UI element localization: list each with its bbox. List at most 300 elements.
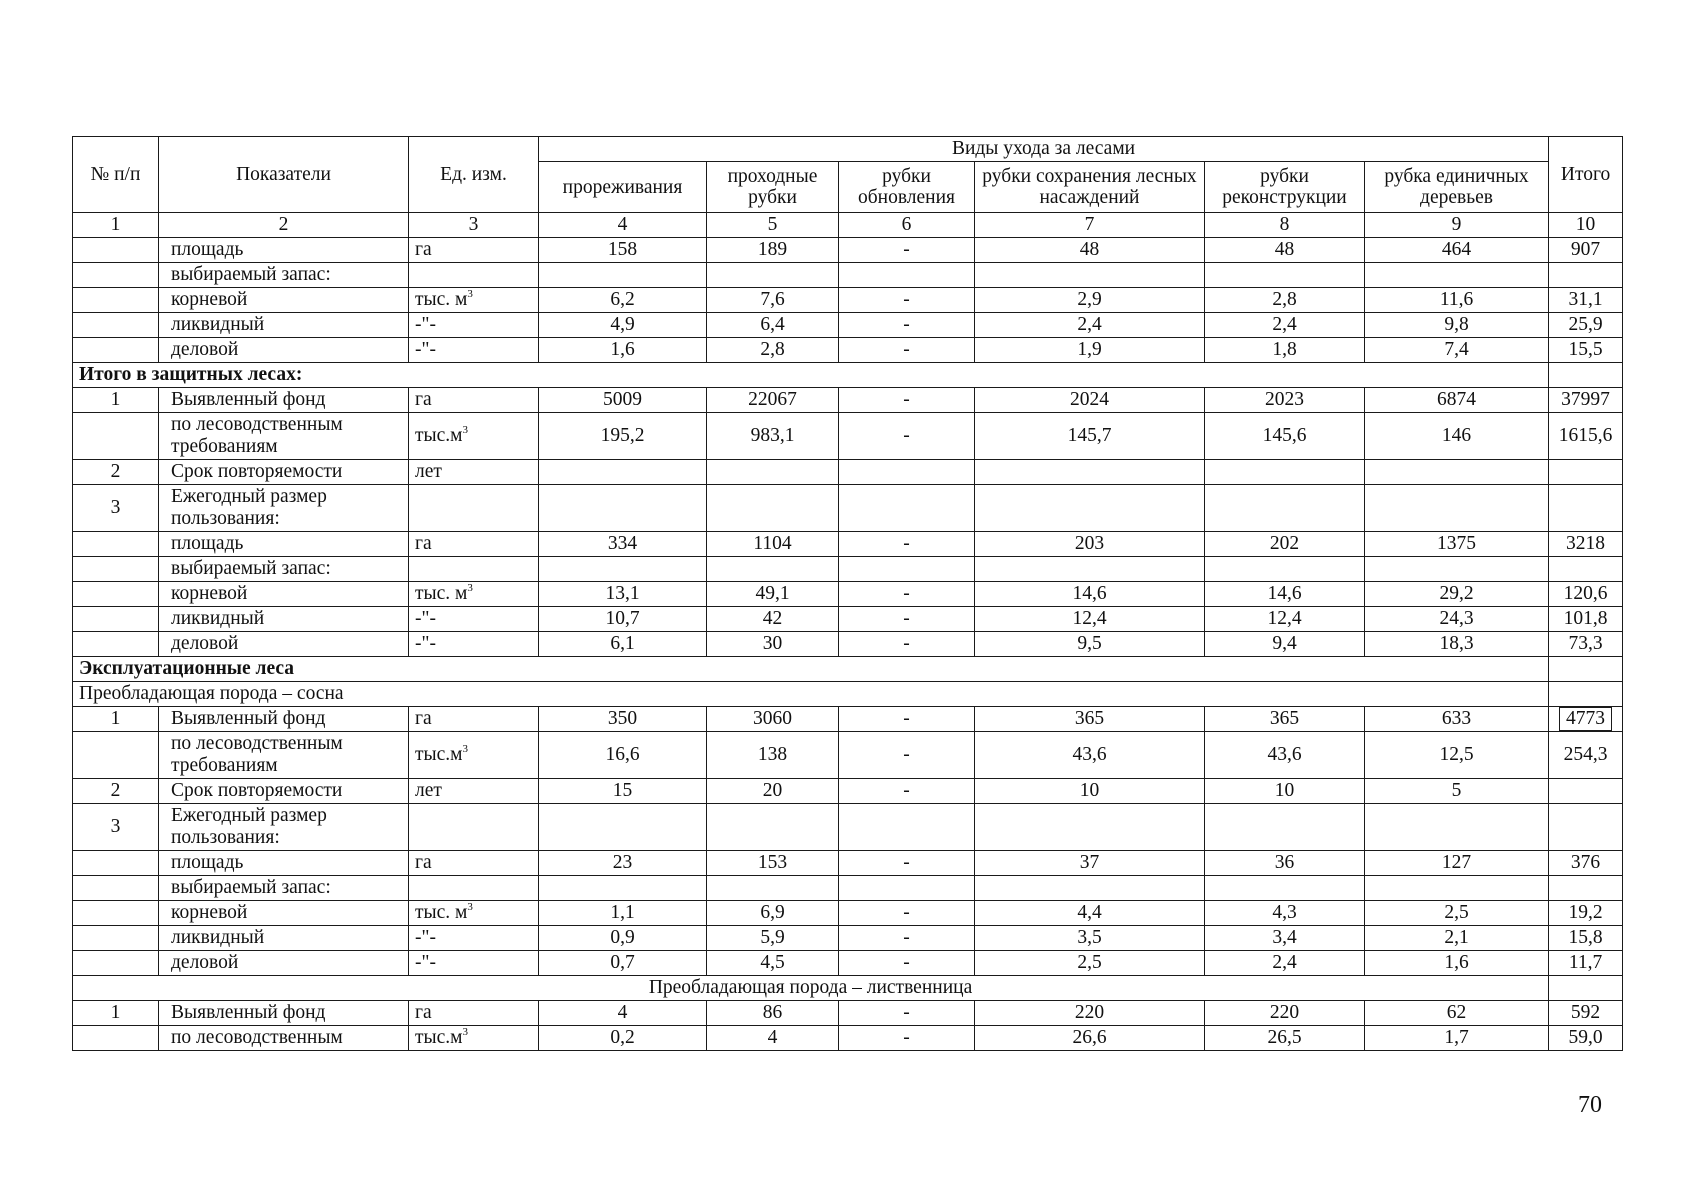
table-row bbox=[73, 388, 1623, 413]
table-row bbox=[73, 926, 1623, 951]
value-cell: 26,5 bbox=[1205, 1026, 1365, 1051]
total-cell bbox=[1549, 363, 1623, 388]
total-value: 15,5 bbox=[1549, 338, 1623, 363]
table-row bbox=[73, 338, 1623, 363]
total-value: 254,3 bbox=[1549, 732, 1623, 779]
value-cell bbox=[1365, 485, 1549, 532]
value-cell: 7,4 bbox=[1365, 338, 1549, 363]
column-number: 10 bbox=[1549, 213, 1623, 238]
row-number bbox=[73, 1026, 159, 1051]
total-value: 1615,6 bbox=[1549, 413, 1623, 460]
unit-text: га bbox=[415, 852, 432, 873]
unit-text: тыс. м bbox=[415, 902, 468, 923]
value-cell bbox=[1365, 557, 1549, 582]
table-row bbox=[73, 732, 1623, 779]
value-cell: 48 bbox=[1205, 238, 1365, 263]
value-cell: - bbox=[839, 1026, 975, 1051]
value-cell: 2,1 bbox=[1365, 926, 1549, 951]
value-cell bbox=[707, 460, 839, 485]
table-row bbox=[73, 632, 1623, 657]
unit-cell bbox=[409, 1026, 539, 1051]
unit-cell bbox=[409, 901, 539, 926]
value-cell bbox=[839, 263, 975, 288]
value-cell: 12,4 bbox=[975, 607, 1205, 632]
indicator-label: по лесоводственным bbox=[159, 1026, 409, 1051]
unit-text: лет bbox=[415, 461, 442, 482]
value-cell: 48 bbox=[975, 238, 1205, 263]
value-cell: 350 bbox=[539, 707, 707, 732]
row-number: 2 bbox=[73, 779, 159, 804]
value-cell: 2,4 bbox=[975, 313, 1205, 338]
value-cell bbox=[707, 485, 839, 532]
value-cell: 1,6 bbox=[1365, 951, 1549, 976]
total-value: 37997 bbox=[1549, 388, 1623, 413]
value-cell: - bbox=[839, 851, 975, 876]
row-number bbox=[73, 557, 159, 582]
unit-text: тыс. м bbox=[415, 289, 468, 310]
unit-text: -"- bbox=[415, 608, 436, 629]
column-number: 5 bbox=[707, 213, 839, 238]
value-cell: 4 bbox=[539, 1001, 707, 1026]
table-row bbox=[73, 1001, 1623, 1026]
total-value: 25,9 bbox=[1549, 313, 1623, 338]
indicator-label: Срок повторяемости bbox=[159, 779, 409, 804]
value-cell: 9,5 bbox=[975, 632, 1205, 657]
row-number bbox=[73, 632, 159, 657]
table-row bbox=[73, 288, 1623, 313]
section-heading: Эксплуатационные леса bbox=[73, 657, 1549, 682]
indicator-label: Выявленный фонд bbox=[159, 707, 409, 732]
value-cell: 4,3 bbox=[1205, 901, 1365, 926]
unit-cell bbox=[409, 313, 539, 338]
value-cell: 1,7 bbox=[1365, 1026, 1549, 1051]
total-value: 3218 bbox=[1549, 532, 1623, 557]
row-number: 1 bbox=[73, 1001, 159, 1026]
unit-cell bbox=[409, 804, 539, 851]
value-cell: 36 bbox=[1205, 851, 1365, 876]
unit-cell bbox=[409, 532, 539, 557]
indicator-label: деловой bbox=[159, 632, 409, 657]
unit-text: га bbox=[415, 239, 432, 260]
indicator-label: площадь bbox=[159, 851, 409, 876]
indicator-label: Выявленный фонд bbox=[159, 388, 409, 413]
value-cell bbox=[975, 804, 1205, 851]
value-cell: 11,6 bbox=[1365, 288, 1549, 313]
indicator-label: площадь bbox=[159, 238, 409, 263]
unit-cell bbox=[409, 607, 539, 632]
unit-text: тыс.м bbox=[415, 744, 463, 765]
subsection-heading: Преобладающая порода – лиственница bbox=[73, 976, 1549, 1001]
value-cell: 633 bbox=[1365, 707, 1549, 732]
value-cell bbox=[839, 460, 975, 485]
total-value bbox=[1549, 485, 1623, 532]
value-cell: - bbox=[839, 951, 975, 976]
indicator-label: ликвидный bbox=[159, 926, 409, 951]
unit-superscript: 3 bbox=[462, 743, 468, 755]
value-cell: 195,2 bbox=[539, 413, 707, 460]
unit-cell bbox=[409, 779, 539, 804]
table-row bbox=[73, 901, 1623, 926]
unit-text: тыс. м bbox=[415, 583, 468, 604]
indicator-label: площадь bbox=[159, 532, 409, 557]
unit-cell bbox=[409, 1001, 539, 1026]
unit-text: га bbox=[415, 389, 432, 410]
value-cell: - bbox=[839, 582, 975, 607]
unit-cell bbox=[409, 732, 539, 779]
row-number bbox=[73, 926, 159, 951]
total-value: 376 bbox=[1549, 851, 1623, 876]
table-row bbox=[73, 607, 1623, 632]
total-cell bbox=[1549, 976, 1623, 1001]
table-row bbox=[73, 1026, 1623, 1051]
row-number: 3 bbox=[73, 485, 159, 532]
value-cell: 2,5 bbox=[975, 951, 1205, 976]
unit-cell bbox=[409, 238, 539, 263]
header-unit: Ед. изм. bbox=[409, 137, 539, 213]
value-cell bbox=[1205, 557, 1365, 582]
value-cell: 4,5 bbox=[707, 951, 839, 976]
value-cell bbox=[1205, 485, 1365, 532]
value-cell: - bbox=[839, 338, 975, 363]
value-cell: 203 bbox=[975, 532, 1205, 557]
value-cell: 14,6 bbox=[1205, 582, 1365, 607]
row-number bbox=[73, 876, 159, 901]
value-cell: 12,5 bbox=[1365, 732, 1549, 779]
header-num: № п/п bbox=[73, 137, 159, 213]
unit-cell bbox=[409, 951, 539, 976]
boxed-total-value: 4773 bbox=[1559, 707, 1612, 731]
value-cell bbox=[1365, 263, 1549, 288]
value-cell: 3,5 bbox=[975, 926, 1205, 951]
table-row bbox=[73, 682, 1623, 707]
value-cell: 2,5 bbox=[1365, 901, 1549, 926]
indicator-label: Ежегодный размер пользования: bbox=[159, 485, 409, 532]
page-number: 70 bbox=[1578, 1092, 1602, 1118]
value-cell: 20 bbox=[707, 779, 839, 804]
unit-cell bbox=[409, 288, 539, 313]
value-cell: 4,4 bbox=[975, 901, 1205, 926]
total-value bbox=[1549, 460, 1623, 485]
value-cell: 3,4 bbox=[1205, 926, 1365, 951]
value-cell: 5009 bbox=[539, 388, 707, 413]
value-cell bbox=[975, 263, 1205, 288]
total-value bbox=[1549, 804, 1623, 851]
total-value bbox=[1549, 557, 1623, 582]
table-row bbox=[73, 657, 1623, 682]
unit-text: -"- bbox=[415, 633, 436, 654]
value-cell: 2,9 bbox=[975, 288, 1205, 313]
value-cell bbox=[839, 557, 975, 582]
value-cell: 49,1 bbox=[707, 582, 839, 607]
value-cell bbox=[975, 557, 1205, 582]
value-cell: 220 bbox=[1205, 1001, 1365, 1026]
value-cell: - bbox=[839, 238, 975, 263]
value-cell bbox=[975, 485, 1205, 532]
value-cell: 983,1 bbox=[707, 413, 839, 460]
unit-cell bbox=[409, 851, 539, 876]
unit-text: -"- bbox=[415, 339, 436, 360]
row-number bbox=[73, 732, 159, 779]
value-cell: 9,8 bbox=[1365, 313, 1549, 338]
column-number-row bbox=[73, 213, 1623, 238]
value-cell bbox=[975, 460, 1205, 485]
value-cell: 37 bbox=[975, 851, 1205, 876]
subsection-heading: Преобладающая порода – сосна bbox=[73, 682, 1549, 707]
value-cell: 189 bbox=[707, 238, 839, 263]
row-number bbox=[73, 532, 159, 557]
total-value bbox=[1549, 707, 1623, 732]
total-value: 31,1 bbox=[1549, 288, 1623, 313]
value-cell: - bbox=[839, 926, 975, 951]
value-cell: 42 bbox=[707, 607, 839, 632]
value-cell: 86 bbox=[707, 1001, 839, 1026]
value-cell bbox=[839, 876, 975, 901]
indicator-label: ликвидный bbox=[159, 607, 409, 632]
unit-text: га bbox=[415, 1002, 432, 1023]
indicator-label: выбираемый запас: bbox=[159, 557, 409, 582]
value-cell bbox=[1205, 804, 1365, 851]
value-cell: 1375 bbox=[1365, 532, 1549, 557]
unit-text: -"- bbox=[415, 952, 436, 973]
unit-text: га bbox=[415, 708, 432, 729]
row-number: 3 bbox=[73, 804, 159, 851]
table-row bbox=[73, 263, 1623, 288]
unit-cell bbox=[409, 388, 539, 413]
unit-cell bbox=[409, 413, 539, 460]
value-cell: - bbox=[839, 632, 975, 657]
row-number bbox=[73, 238, 159, 263]
value-cell: 0,2 bbox=[539, 1026, 707, 1051]
value-cell: - bbox=[839, 313, 975, 338]
value-cell: - bbox=[839, 732, 975, 779]
value-cell: 9,4 bbox=[1205, 632, 1365, 657]
value-cell: - bbox=[839, 1001, 975, 1026]
value-cell: 220 bbox=[975, 1001, 1205, 1026]
value-cell: 1,9 bbox=[975, 338, 1205, 363]
value-cell: 10,7 bbox=[539, 607, 707, 632]
unit-superscript: 3 bbox=[467, 582, 473, 594]
table-row bbox=[73, 804, 1623, 851]
value-cell bbox=[839, 804, 975, 851]
value-cell bbox=[539, 460, 707, 485]
column-number: 9 bbox=[1365, 213, 1549, 238]
column-number: 1 bbox=[73, 213, 159, 238]
total-value: 15,8 bbox=[1549, 926, 1623, 951]
unit-superscript: 3 bbox=[462, 1026, 468, 1038]
value-cell: - bbox=[839, 413, 975, 460]
value-cell bbox=[539, 804, 707, 851]
forest-care-table-sheet bbox=[72, 136, 1622, 1051]
indicator-label: деловой bbox=[159, 338, 409, 363]
indicator-label: ликвидный bbox=[159, 313, 409, 338]
value-cell: 2023 bbox=[1205, 388, 1365, 413]
value-cell: 1,6 bbox=[539, 338, 707, 363]
unit-text: лет bbox=[415, 780, 442, 801]
value-cell: 14,6 bbox=[975, 582, 1205, 607]
value-cell: 6,9 bbox=[707, 901, 839, 926]
header-col-reconstruction-cuts: рубки реконструкции bbox=[1205, 162, 1365, 213]
total-cell bbox=[1549, 657, 1623, 682]
value-cell: 23 bbox=[539, 851, 707, 876]
header-col-thinning: прореживания bbox=[539, 162, 707, 213]
table-row bbox=[73, 460, 1623, 485]
value-cell: 334 bbox=[539, 532, 707, 557]
unit-cell bbox=[409, 632, 539, 657]
row-number bbox=[73, 901, 159, 926]
value-cell: 5 bbox=[1365, 779, 1549, 804]
value-cell: 158 bbox=[539, 238, 707, 263]
total-cell bbox=[1549, 682, 1623, 707]
indicator-label: по лесоводственным требованиям bbox=[159, 413, 409, 460]
value-cell: 6874 bbox=[1365, 388, 1549, 413]
value-cell: 12,4 bbox=[1205, 607, 1365, 632]
value-cell: 62 bbox=[1365, 1001, 1549, 1026]
value-cell: 43,6 bbox=[975, 732, 1205, 779]
value-cell: 5,9 bbox=[707, 926, 839, 951]
table-row bbox=[73, 876, 1623, 901]
value-cell: 43,6 bbox=[1205, 732, 1365, 779]
row-number bbox=[73, 413, 159, 460]
value-cell: 3060 bbox=[707, 707, 839, 732]
unit-text: тыс.м bbox=[415, 1027, 463, 1048]
unit-superscript: 3 bbox=[462, 424, 468, 436]
section-heading: Итого в защитных лесах: bbox=[73, 363, 1549, 388]
value-cell: 1,1 bbox=[539, 901, 707, 926]
indicator-label: по лесоводственным требованиям bbox=[159, 732, 409, 779]
row-number: 1 bbox=[73, 388, 159, 413]
value-cell: - bbox=[839, 707, 975, 732]
value-cell bbox=[975, 876, 1205, 901]
value-cell: - bbox=[839, 901, 975, 926]
value-cell: 0,9 bbox=[539, 926, 707, 951]
total-value: 907 bbox=[1549, 238, 1623, 263]
unit-text: -"- bbox=[415, 927, 436, 948]
row-number bbox=[73, 607, 159, 632]
value-cell bbox=[707, 876, 839, 901]
value-cell: 18,3 bbox=[1365, 632, 1549, 657]
total-value: 592 bbox=[1549, 1001, 1623, 1026]
row-number bbox=[73, 951, 159, 976]
value-cell: 6,2 bbox=[539, 288, 707, 313]
value-cell: 365 bbox=[975, 707, 1205, 732]
value-cell: 10 bbox=[975, 779, 1205, 804]
value-cell: 15 bbox=[539, 779, 707, 804]
value-cell: 145,6 bbox=[1205, 413, 1365, 460]
column-number: 6 bbox=[839, 213, 975, 238]
table-row bbox=[73, 557, 1623, 582]
unit-cell bbox=[409, 582, 539, 607]
header-total: Итого bbox=[1549, 137, 1623, 213]
value-cell: 10 bbox=[1205, 779, 1365, 804]
value-cell: 7,6 bbox=[707, 288, 839, 313]
table-row bbox=[73, 851, 1623, 876]
total-value: 59,0 bbox=[1549, 1026, 1623, 1051]
value-cell: 1104 bbox=[707, 532, 839, 557]
table-row bbox=[73, 238, 1623, 263]
header-col-preservation-cuts: рубки сохранения лесных насаждений bbox=[975, 162, 1205, 213]
unit-cell bbox=[409, 876, 539, 901]
value-cell bbox=[1365, 804, 1549, 851]
value-cell: 2,4 bbox=[1205, 313, 1365, 338]
unit-cell bbox=[409, 460, 539, 485]
value-cell: - bbox=[839, 388, 975, 413]
value-cell: 4 bbox=[707, 1026, 839, 1051]
value-cell: - bbox=[839, 532, 975, 557]
unit-cell bbox=[409, 707, 539, 732]
table-row bbox=[73, 707, 1623, 732]
value-cell: 30 bbox=[707, 632, 839, 657]
value-cell bbox=[1205, 460, 1365, 485]
row-number: 1 bbox=[73, 707, 159, 732]
unit-superscript: 3 bbox=[467, 901, 473, 913]
total-value: 101,8 bbox=[1549, 607, 1623, 632]
table-row bbox=[73, 582, 1623, 607]
value-cell: 4,9 bbox=[539, 313, 707, 338]
unit-text: га bbox=[415, 533, 432, 554]
forest-care-table bbox=[72, 136, 1623, 1051]
indicator-label: корневой bbox=[159, 582, 409, 607]
value-cell bbox=[1365, 876, 1549, 901]
row-number bbox=[73, 288, 159, 313]
table-body bbox=[73, 238, 1623, 1051]
value-cell: 127 bbox=[1365, 851, 1549, 876]
indicator-label: деловой bbox=[159, 951, 409, 976]
value-cell bbox=[1365, 460, 1549, 485]
value-cell: 365 bbox=[1205, 707, 1365, 732]
header-care-types: Виды ухода за лесами bbox=[539, 137, 1549, 162]
value-cell: 2,4 bbox=[1205, 951, 1365, 976]
column-number: 4 bbox=[539, 213, 707, 238]
value-cell: 2,8 bbox=[1205, 288, 1365, 313]
value-cell: 464 bbox=[1365, 238, 1549, 263]
value-cell: 146 bbox=[1365, 413, 1549, 460]
unit-cell bbox=[409, 926, 539, 951]
unit-cell bbox=[409, 338, 539, 363]
row-number bbox=[73, 338, 159, 363]
value-cell: 13,1 bbox=[539, 582, 707, 607]
table-row bbox=[73, 976, 1623, 1001]
row-number: 2 bbox=[73, 460, 159, 485]
table-row bbox=[73, 485, 1623, 532]
value-cell: 6,1 bbox=[539, 632, 707, 657]
unit-text: тыс.м bbox=[415, 425, 463, 446]
value-cell bbox=[707, 557, 839, 582]
total-value: 11,7 bbox=[1549, 951, 1623, 976]
table-row bbox=[73, 951, 1623, 976]
indicator-label: выбираемый запас: bbox=[159, 876, 409, 901]
unit-cell bbox=[409, 485, 539, 532]
value-cell bbox=[539, 485, 707, 532]
value-cell: 145,7 bbox=[975, 413, 1205, 460]
table-row bbox=[73, 779, 1623, 804]
value-cell: - bbox=[839, 607, 975, 632]
value-cell: 16,6 bbox=[539, 732, 707, 779]
indicator-label: корневой bbox=[159, 901, 409, 926]
column-number: 7 bbox=[975, 213, 1205, 238]
value-cell: 22067 bbox=[707, 388, 839, 413]
value-cell: - bbox=[839, 779, 975, 804]
unit-text: -"- bbox=[415, 314, 436, 335]
unit-cell bbox=[409, 557, 539, 582]
value-cell bbox=[1205, 876, 1365, 901]
value-cell: 2,8 bbox=[707, 338, 839, 363]
row-number bbox=[73, 851, 159, 876]
value-cell bbox=[839, 485, 975, 532]
header-col-passing-cuts: проходные рубки bbox=[707, 162, 839, 213]
value-cell bbox=[707, 263, 839, 288]
column-number: 3 bbox=[409, 213, 539, 238]
header-col-single-tree-cuts: рубка единичных деревьев bbox=[1365, 162, 1549, 213]
